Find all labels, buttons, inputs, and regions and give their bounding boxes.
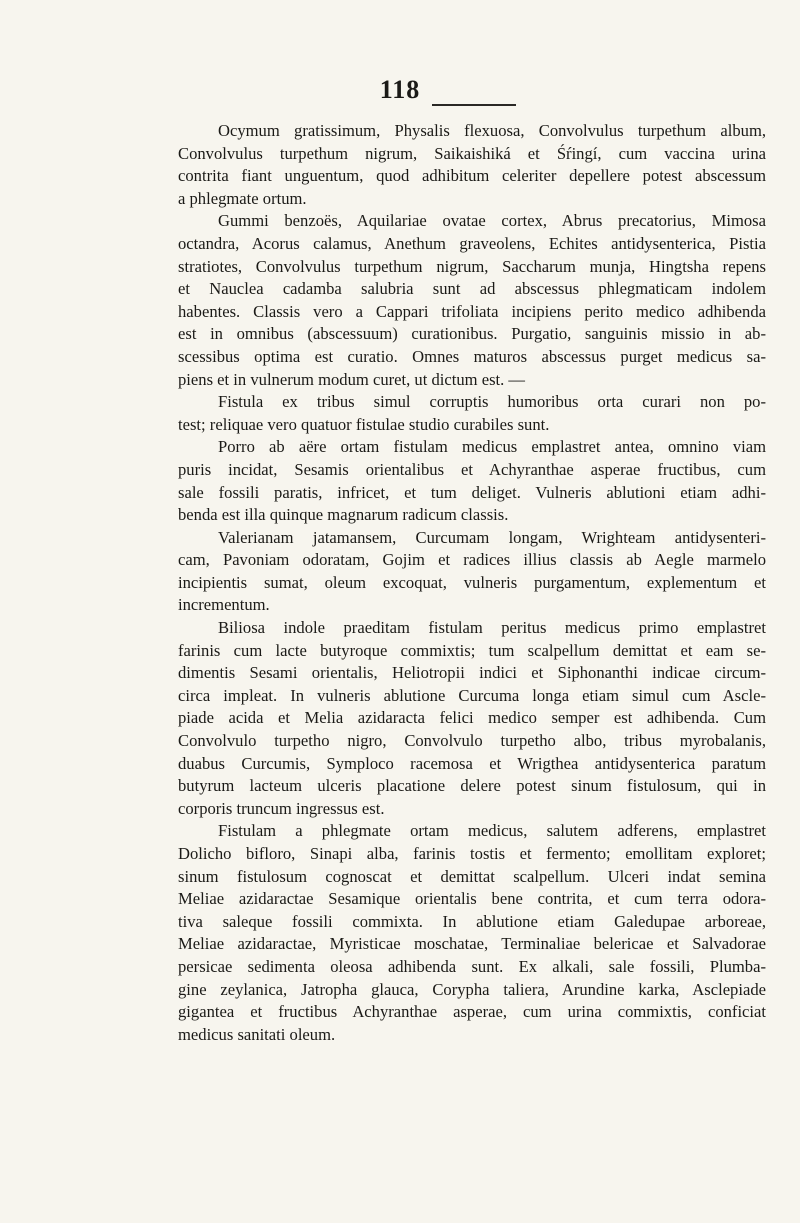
text-line: corporis truncum ingressus est. [178,798,385,818]
text-line: stratiotes, Convolvulus turpethum nigrum, Saccharum munja, Hingtsha repens [178,256,766,276]
text-line: piens et in vulnerum modum curet, ut dictum est. — [178,369,526,389]
text-line: est in omnibus (abscessuum) curationibus. Purgatio, sanguinis missio in ab- [178,324,766,344]
text-line: circa impleat. In vulneris ablutione Curcuma longa etiam simul cum Ascle- [178,685,766,705]
text-line: test; reliquae vero quatuor fistulae studio curabiles sunt. [178,414,550,434]
text-line: gine zeylanica, Jatropha glauca, Corypha taliera, Arundine karka, Asclepiade [178,979,766,999]
text-line: et Nauclea cadamba salubria sunt ad abscessus phlegmaticam indolem [178,279,766,299]
text-line: butyrum lacteum ulceris placatione delere potest sinum fistulosum, qui in [178,776,766,796]
text-line: Fistula ex tribus simul corruptis humoribus orta curari non po- [218,392,766,412]
text-line: Gummi benzoës, Aquilariae ovatae cortex, Abrus precatorius, Mimosa [218,211,766,231]
text-line: Dolicho bifloro, Sinapi alba, farinis tostis et fermento; emollitam exploret; [178,844,766,863]
text-line: benda est illa quinque magnarum radicum classis. [178,505,509,525]
text-line: contrita fiant unguentum, quod adhibitum celeriter depellere potest abscessum [178,166,766,186]
text-line: sale fossili paratis, infricet, et tum deliget. Vulneris ablutioni etiam adhi- [178,482,766,502]
text-line: tiva saleque fossili commixta. In ablutione etiam Galedupae arboreae, [178,911,766,931]
text-line: Ocymum gratissimum, Physalis flexuosa, Convolvulus turpethum album, [218,121,766,140]
text-line: duabus Curcumis, Symploco racemosa et Wrigthea antidysenterica paratum [178,753,766,773]
text-line: Fistulam a phlegmate ortam medicus, salutem adferens, emplastret [218,821,766,841]
text-line: persicae sedimenta oleosa adhibenda sunt. Ex alkali, sale fossili, Plumba- [178,956,766,976]
text-line: Meliae azidaractae Sesamique orientalis bene contrita, et cum terra odora- [178,889,766,909]
text-line: dimentis Sesami orientalis, Heliotropii indici et Siphonanthi indicae circum- [178,663,766,683]
text-line: Convolvulus turpethum nigrum, Saikaishiká et Śŕingí, cum vaccina urina [178,143,766,163]
text-line: medicus sanitati oleum. [178,1024,336,1044]
text-line: octandra, Acorus calamus, Anethum graveolens, Echites antidysenterica, Pistia [178,233,766,253]
text-line: Valerianam jatamansem, Curcumam longam, Wrighteam antidysenteri- [218,527,766,547]
page-number: 118 [379,75,421,104]
text-line: Porro ab aëre ortam fistulam medicus emplastret antea, omnino viam [218,437,766,457]
text-line: sinum fistulosum cognoscat et demittat scalpellum. Ulceri indat semina [178,866,766,886]
text-line: Convolvulo turpetho nigro, Convolvulo turpetho albo, tribus myrobalanis, [178,731,766,751]
text-line: habentes. Classis vero a Cappari trifoliata incipiens perito medico adhibenda [178,301,766,321]
text-line: incrementum. [178,595,270,615]
text-line: piade acida et Melia azidaracta felici medico semper est adhibenda. Cum [178,708,766,728]
text-line: a phlegmate ortum. [178,188,307,208]
text-line: Meliae azidaractae, Myristicae moschatae, Terminaliae belericae et Salvadorae [178,934,766,954]
text-line: Biliosa indole praeditam fistulam peritus medicus primo emplastret [218,618,766,638]
text-line: puris incidat, Sesamis orientalibus et Achyranthae asperae fructibus, cum [178,459,766,479]
text-line: farinis cum lacte butyroque commixtis; tum scalpellum demittat et eam se- [178,640,766,660]
text-line: gigantea et fructibus Achyranthae asperae, cum urina commixtis, conficiat [178,1002,766,1022]
body-text [178,120,766,1046]
text-line: incipientis sumat, oleum excoquat, vulneris purgamentum, explementum et [178,572,766,592]
page-number-rule [432,104,516,106]
text-line: scessibus optima est curatio. Omnes maturos abscessus purget medicus sa- [178,346,766,366]
text-line: cam, Pavoniam odoratam, Gojim et radices illius classis ab Aegle marmelo [178,550,766,570]
